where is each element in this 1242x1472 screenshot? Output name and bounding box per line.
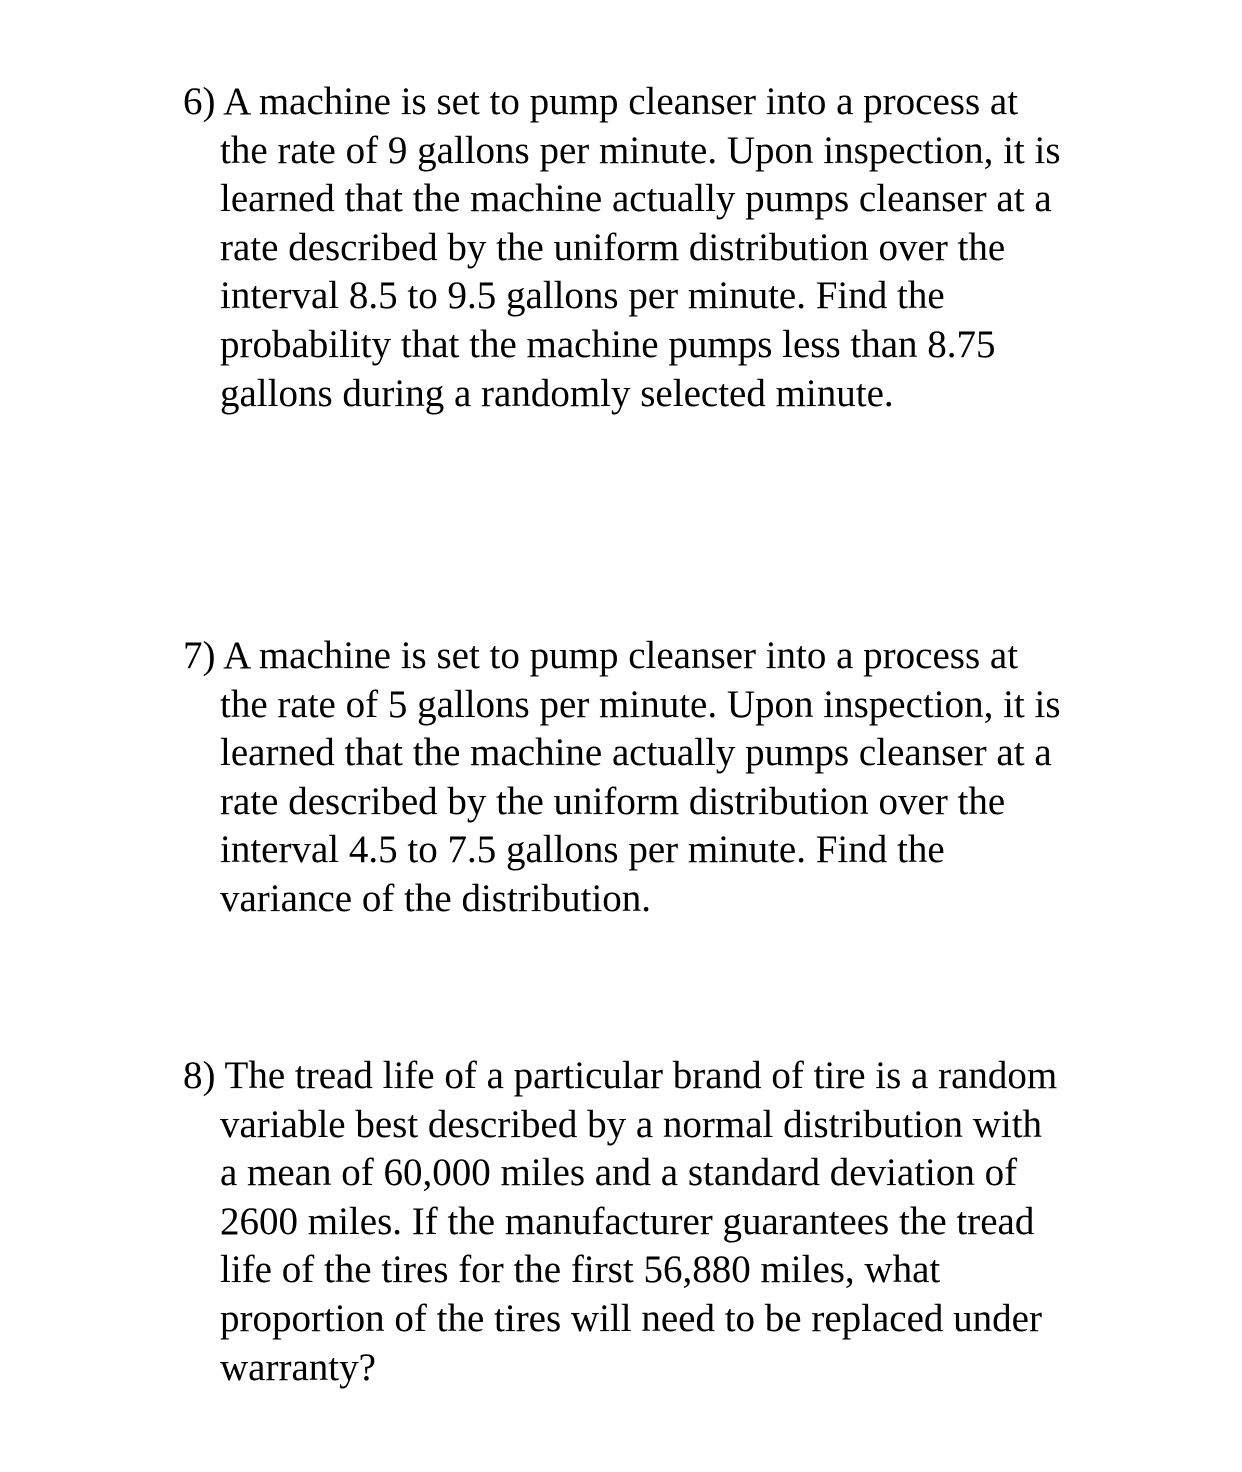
problem-8-line: 8) The tread life of a particular brand of tire is a random xyxy=(183,1054,1058,1097)
problem-6-line: rate described by the uniform distribution over the xyxy=(220,225,1006,269)
problem-8-line: variable best described by a normal distribution with xyxy=(220,1102,1043,1146)
problem-6-line: the rate of 9 gallons per minute. Upon inspection, it is xyxy=(220,128,1061,172)
problem-8-line: life of the tires for the first 56,880 miles, what xyxy=(220,1248,941,1292)
problem-7-line: rate described by the uniform distribution over the xyxy=(220,779,1006,823)
problem-7-line: 7) A machine is set to pump cleanser into a process at xyxy=(183,634,1019,677)
problem-8-line: a mean of 60,000 miles and a standard deviation of xyxy=(220,1151,1018,1195)
problem-8 xyxy=(183,1052,1143,1392)
problem-7 xyxy=(183,632,1143,924)
problem-6-line: interval 8.5 to 9.5 gallons per minute. Find the xyxy=(220,274,945,318)
problem-7-line: variance of the distribution. xyxy=(220,876,652,920)
problem-6-line: learned that the machine actually pumps cleanser at a xyxy=(220,177,1052,221)
problem-6-line: 6) A machine is set to pump cleanser into a process at xyxy=(183,80,1019,123)
problem-6-line: probability that the machine pumps less than 8.75 xyxy=(220,322,996,366)
problem-7-line: learned that the machine actually pumps cleanser at a xyxy=(220,731,1052,775)
problem-8-line: proportion of the tires will need to be replaced under xyxy=(220,1296,1042,1340)
problem-7-line: the rate of 5 gallons per minute. Upon inspection, it is xyxy=(220,682,1061,726)
problem-8-line: 2600 miles. If the manufacturer guarantees the tread xyxy=(220,1199,1035,1243)
problem-8-line: warranty? xyxy=(220,1345,376,1389)
problem-7-line: interval 4.5 to 7.5 gallons per minute. Find the xyxy=(220,828,945,872)
problem-6 xyxy=(183,78,1143,418)
problem-6-line: gallons during a randomly selected minute. xyxy=(220,371,894,415)
